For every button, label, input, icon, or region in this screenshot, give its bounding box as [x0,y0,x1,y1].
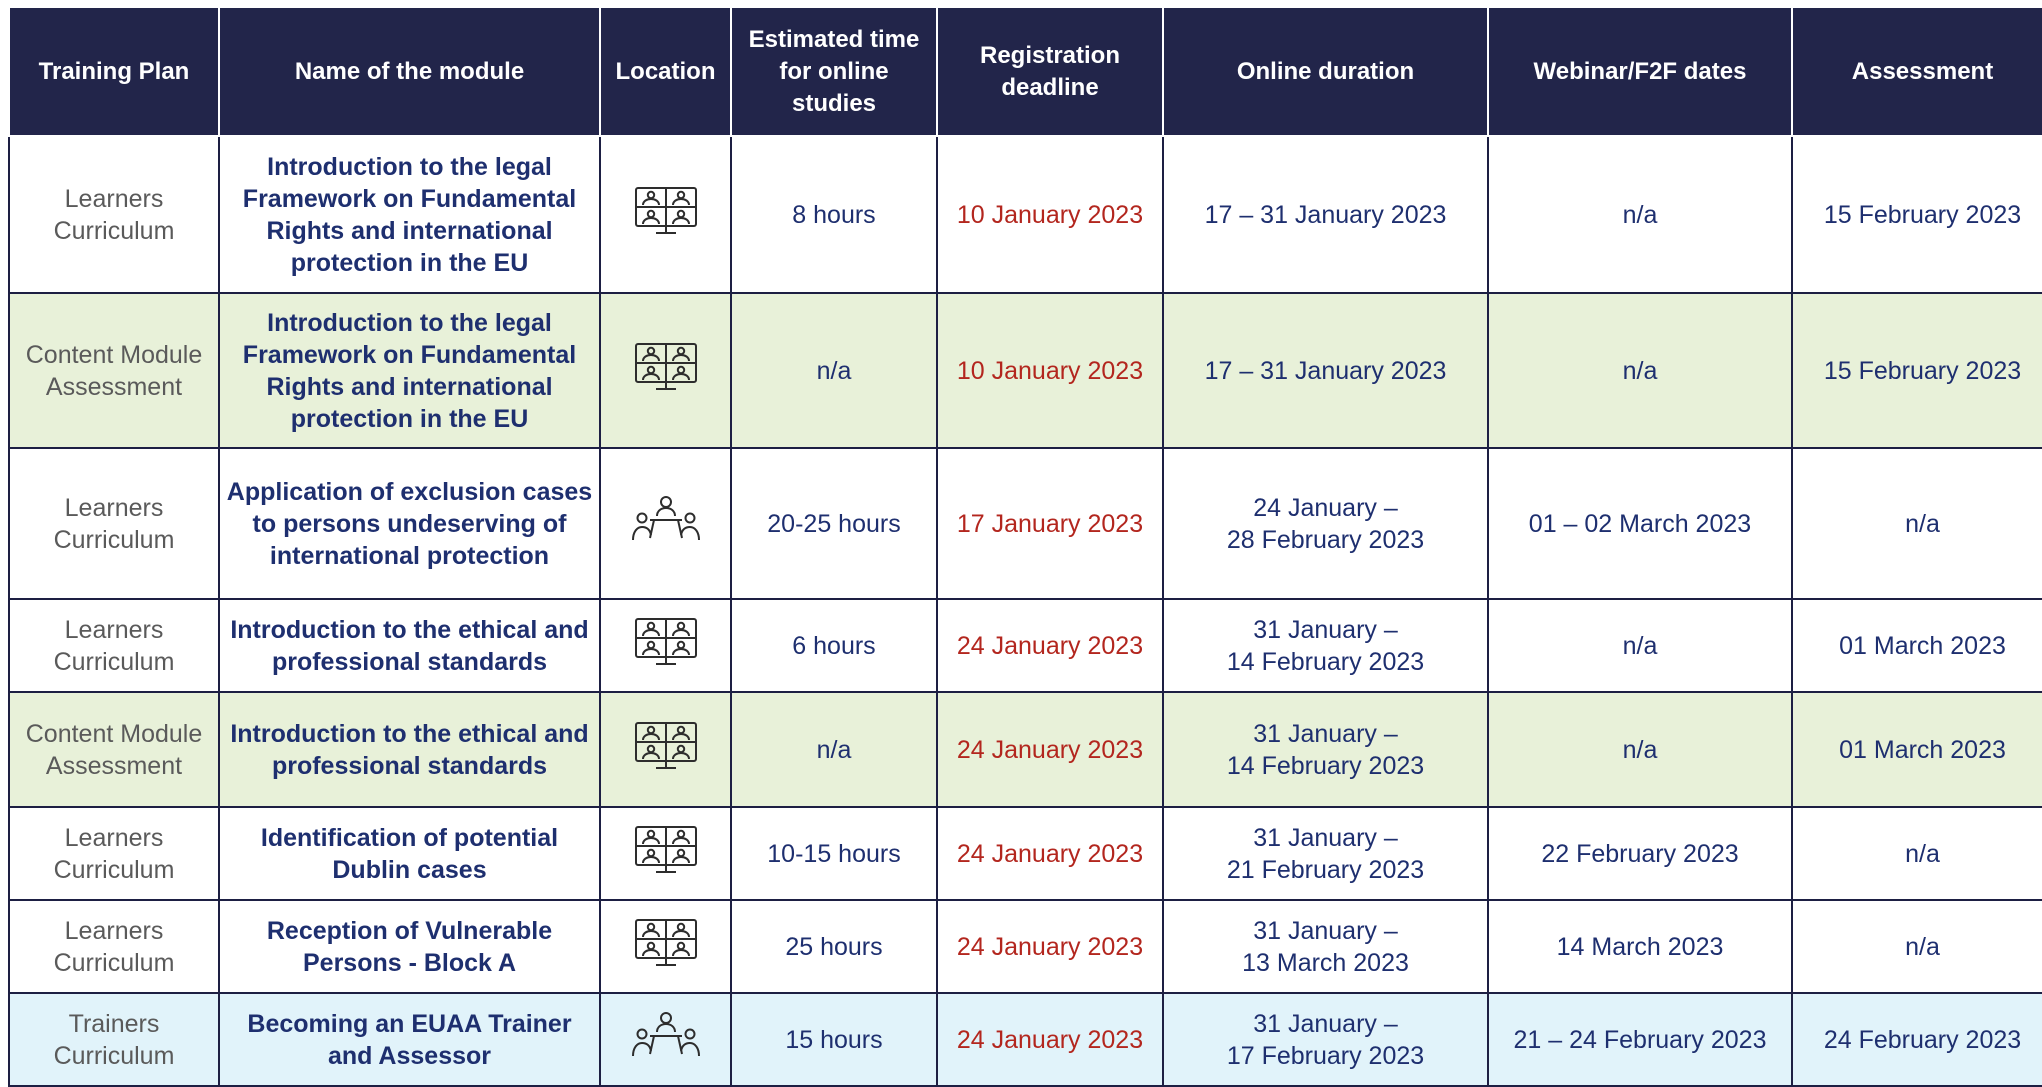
module-name-cell: Introduction to the ethical and professional standards [219,692,600,807]
online-duration-cell [1163,993,1488,1086]
duration-line-1: 31 January – [1253,719,1398,748]
registration-deadline-cell: 24 January 2023 [937,807,1163,900]
face-to-face-meeting-icon [630,1010,702,1062]
online-video-conference-icon [634,342,698,392]
duration-line-1: 31 January – [1253,1009,1398,1038]
assessment-cell: 15 February 2023 [1792,136,2042,293]
registration-deadline-cell: 24 January 2023 [937,900,1163,993]
assessment-cell: 24 February 2023 [1792,993,2042,1086]
assessment-cell: 01 March 2023 [1792,692,2042,807]
registration-deadline-cell: 10 January 2023 [937,136,1163,293]
header-training-plan: Training Plan [9,8,219,136]
webinar-dates-cell: n/a [1488,692,1792,807]
assessment-cell: n/a [1792,807,2042,900]
module-name-cell: Becoming an EUAA Trainer and Assessor [219,993,600,1086]
location-cell [600,136,731,293]
duration-line-2: 28 February 2023 [1226,525,1425,554]
duration-line-1: 31 January – [1253,823,1398,852]
registration-deadline-cell: 24 January 2023 [937,993,1163,1086]
header-webinar-dates: Webinar/F2F dates [1488,8,1792,136]
header-estimated-time: Estimated time for online studies [731,8,937,136]
assessment-cell: n/a [1792,900,2042,993]
module-name-cell: Identification of potential Dublin cases [219,807,600,900]
table-row [9,448,2042,599]
online-video-conference-icon [634,918,698,968]
training-plan-cell: Learners Curriculum [9,900,219,993]
online-duration-cell [1163,448,1488,599]
location-cell [600,448,731,599]
duration-line-2: 14 February 2023 [1226,647,1425,676]
online-video-conference-icon [634,186,698,236]
online-duration-cell [1163,807,1488,900]
webinar-dates-cell: n/a [1488,599,1792,692]
online-duration-cell [1163,136,1488,293]
training-plan-cell: Learners Curriculum [9,807,219,900]
training-plan-cell: Learners Curriculum [9,599,219,692]
webinar-dates-cell: 14 March 2023 [1488,900,1792,993]
module-name-cell: Introduction to the legal Framework on Fundamental Rights and international protection in the EU [219,136,600,293]
table-row [9,136,2042,293]
location-cell [600,293,731,448]
location-cell [600,993,731,1086]
estimated-time-cell: n/a [731,293,937,448]
online-video-conference-icon [634,825,698,875]
header-registration-deadline: Registration deadline [937,8,1163,136]
header-location: Location [600,8,731,136]
location-cell [600,807,731,900]
training-plan-cell: Trainers Curriculum [9,993,219,1086]
estimated-time-cell: 20-25 hours [731,448,937,599]
face-to-face-meeting-icon [630,494,702,546]
table-row [9,599,2042,692]
assessment-cell: 15 February 2023 [1792,293,2042,448]
duration-line-2: 13 March 2023 [1242,948,1409,977]
assessment-cell: 01 March 2023 [1792,599,2042,692]
training-plan-cell: Content Module Assessment [9,293,219,448]
estimated-time-cell: 25 hours [731,900,937,993]
header-online-duration: Online duration [1163,8,1488,136]
module-name-cell: Introduction to the legal Framework on Fundamental Rights and international protection in the EU [219,293,600,448]
webinar-dates-cell: 22 February 2023 [1488,807,1792,900]
table-row [9,993,2042,1086]
header-row [9,8,2042,136]
duration-line-1: 31 January – [1253,615,1398,644]
online-duration-cell [1163,293,1488,448]
location-cell [600,900,731,993]
estimated-time-cell: 10-15 hours [731,807,937,900]
estimated-time-cell: n/a [731,692,937,807]
online-duration-cell [1163,599,1488,692]
duration-line-1: 17 – 31 January 2023 [1204,200,1447,229]
location-cell [600,692,731,807]
duration-line-2: 21 February 2023 [1226,855,1425,884]
duration-line-1: 24 January – [1253,493,1398,522]
duration-line-1: 31 January – [1253,916,1398,945]
registration-deadline-cell: 24 January 2023 [937,599,1163,692]
training-plan-cell: Content Module Assessment [9,692,219,807]
module-name-cell: Reception of Vulnerable Persons - Block A [219,900,600,993]
training-schedule-table [8,8,2042,1087]
webinar-dates-cell: 21 – 24 February 2023 [1488,993,1792,1086]
duration-line-2: 14 February 2023 [1226,751,1425,780]
registration-deadline-cell: 10 January 2023 [937,293,1163,448]
online-duration-cell [1163,900,1488,993]
table-row [9,900,2042,993]
table-row [9,692,2042,807]
training-plan-cell: Learners Curriculum [9,448,219,599]
estimated-time-cell: 6 hours [731,599,937,692]
training-plan-cell: Learners Curriculum [9,136,219,293]
online-video-conference-icon [634,721,698,771]
webinar-dates-cell: n/a [1488,293,1792,448]
header-module-name: Name of the module [219,8,600,136]
header-assessment: Assessment [1792,8,2042,136]
duration-line-1: 17 – 31 January 2023 [1204,356,1447,385]
table-row [9,807,2042,900]
module-name-cell: Introduction to the ethical and professional standards [219,599,600,692]
module-name-cell: Application of exclusion cases to persons undeserving of international protection [219,448,600,599]
duration-line-2: 17 February 2023 [1226,1041,1425,1070]
location-cell [600,599,731,692]
registration-deadline-cell: 17 January 2023 [937,448,1163,599]
online-video-conference-icon [634,617,698,667]
estimated-time-cell: 15 hours [731,993,937,1086]
webinar-dates-cell: 01 – 02 March 2023 [1488,448,1792,599]
estimated-time-cell: 8 hours [731,136,937,293]
table-row [9,293,2042,448]
registration-deadline-cell: 24 January 2023 [937,692,1163,807]
online-duration-cell [1163,692,1488,807]
webinar-dates-cell: n/a [1488,136,1792,293]
assessment-cell: n/a [1792,448,2042,599]
